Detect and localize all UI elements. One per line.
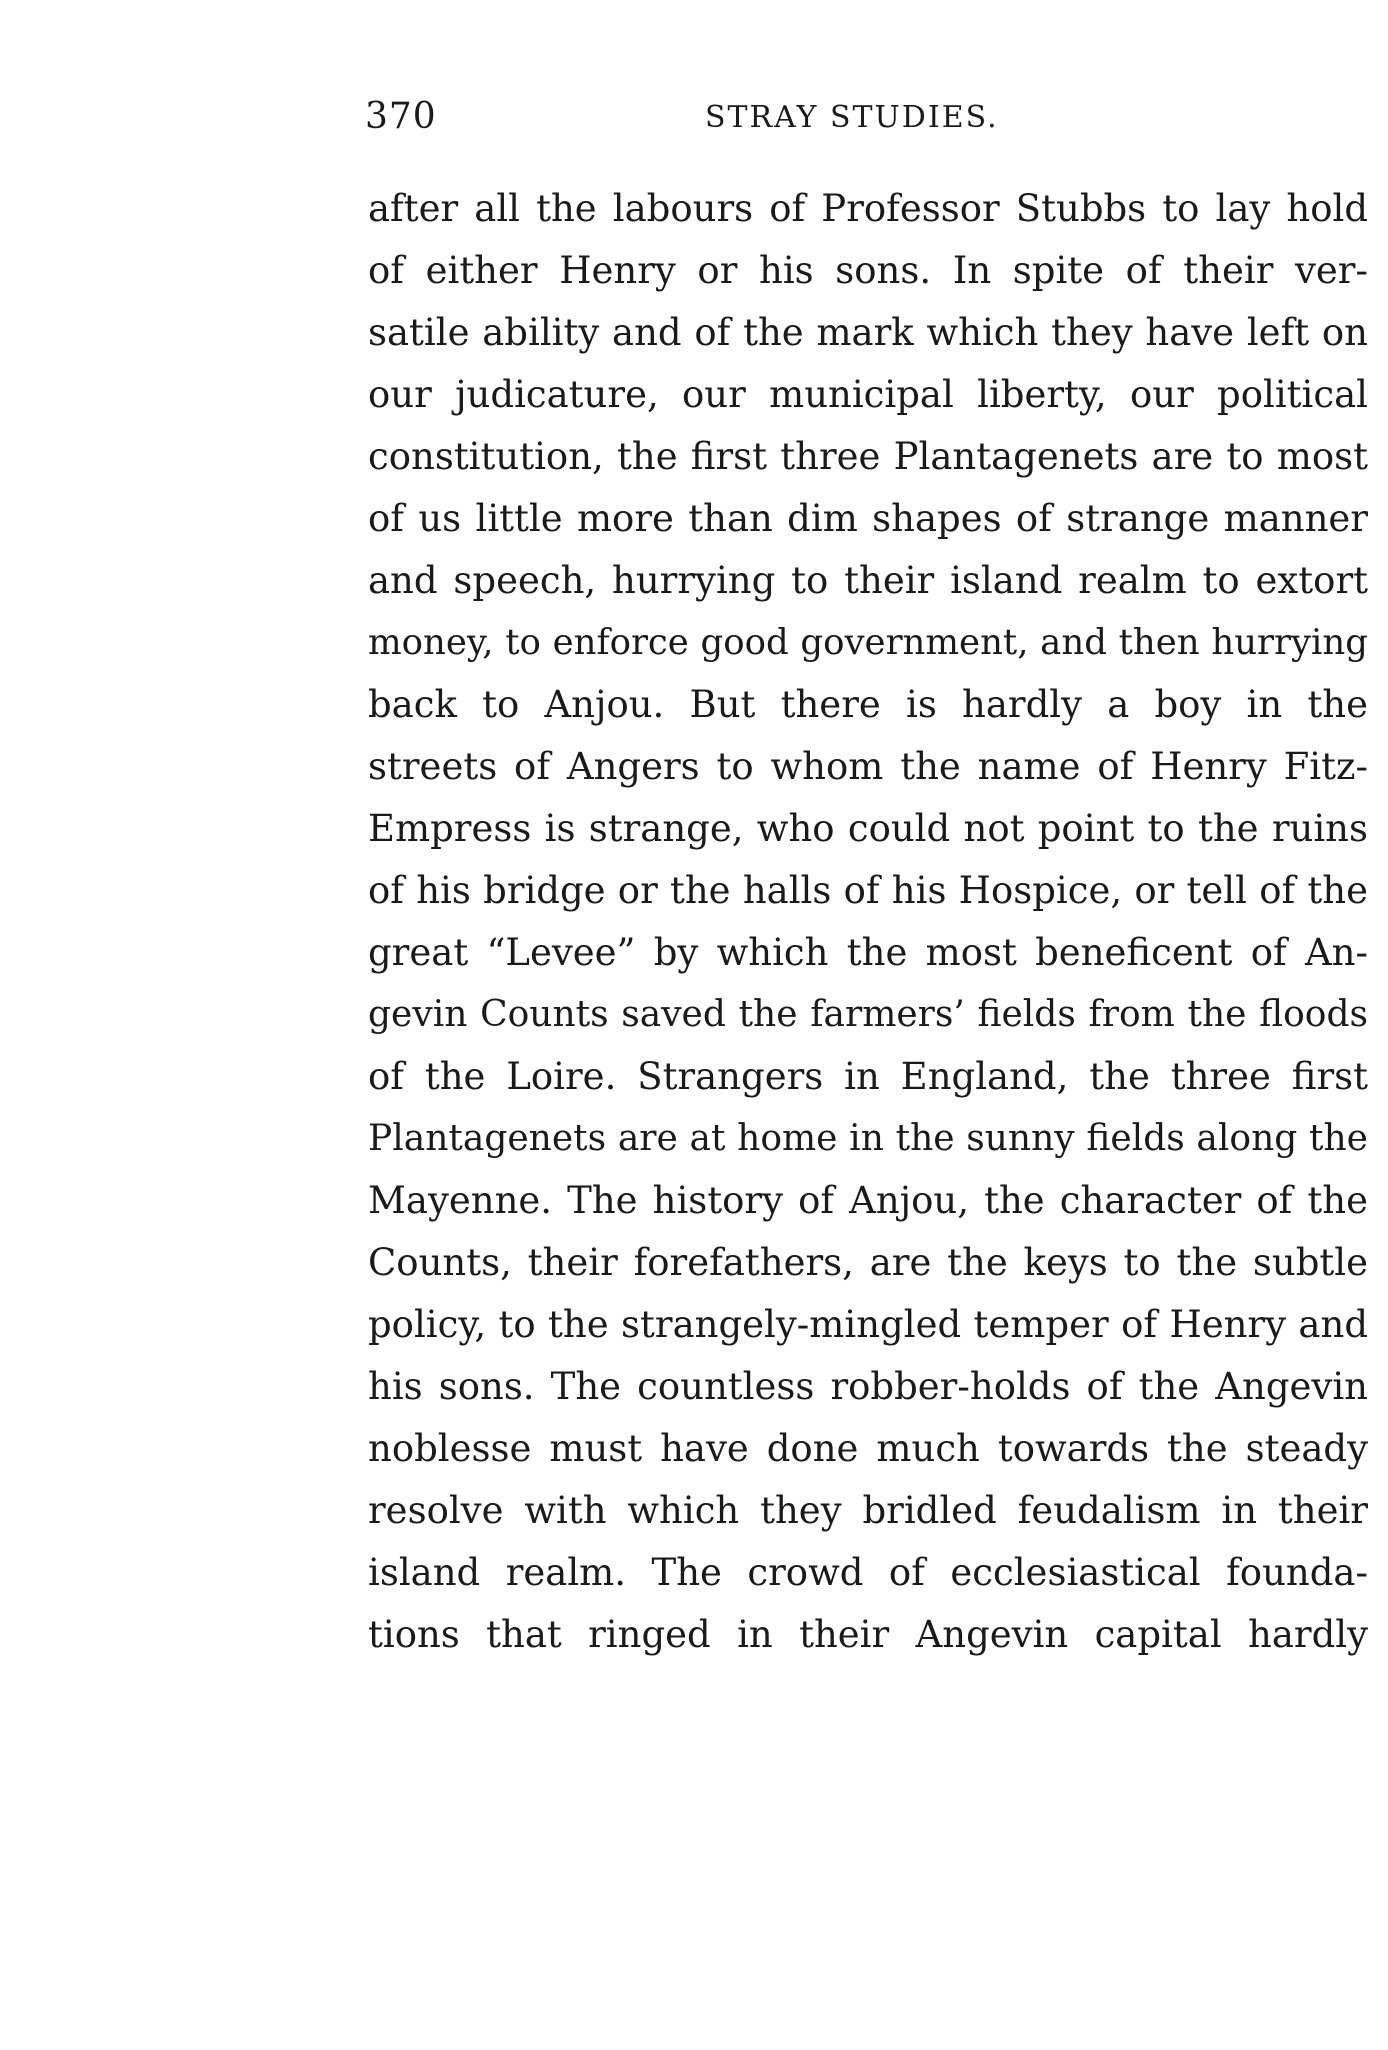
text-line: satile ability and of the mark which they have left on — [368, 311, 1368, 354]
text-line: Plantagenets are at home in the sunny fields along the — [368, 1118, 1368, 1159]
text-line: Empress is strange, who could not point to the ruins — [368, 807, 1368, 850]
text-line: of the Loire. Strangers in England, the three first — [368, 1055, 1368, 1098]
text-line: his sons. The countless robber-holds of the Angevin — [368, 1365, 1368, 1408]
text-line: of either Henry or his sons. In spite of their ver- — [368, 249, 1368, 292]
text-line: Counts, their forefathers, are the keys to the subtle — [368, 1241, 1368, 1284]
body-text — [368, 178, 1368, 1666]
text-line: of his bridge or the halls of his Hospice, or tell of the — [368, 869, 1368, 912]
text-line: noblesse must have done much towards the steady — [368, 1427, 1368, 1470]
text-line: and speech, hurrying to their island realm to extort — [368, 559, 1368, 602]
text-line: Mayenne. The history of Anjou, the character of the — [368, 1179, 1368, 1222]
text-line: constitution, the first three Plantagenets are to most — [368, 435, 1368, 478]
text-line: our judicature, our municipal liberty, our political — [368, 373, 1368, 416]
running-title: STRAY STUDIES. — [705, 100, 999, 135]
text-line: of us little more than dim shapes of strange manner — [368, 497, 1368, 540]
text-line: great “Levee” by which the most beneficent of An- — [368, 931, 1368, 974]
text-line: after all the labours of Professor Stubbs to lay hold — [368, 187, 1368, 230]
text-line: resolve with which they bridled feudalism in their — [368, 1489, 1368, 1532]
text-line: back to Anjou. But there is hardly a boy in the — [368, 683, 1368, 726]
text-line: island realm. The crowd of ecclesiastical founda- — [368, 1551, 1368, 1594]
text-line: policy, to the strangely-mingled temper of Henry and — [368, 1303, 1368, 1346]
text-line: gevin Counts saved the farmers’ fields from the floods — [368, 994, 1368, 1035]
page-number: 370 — [365, 96, 437, 137]
text-line: tions that ringed in their Angevin capital hardly — [368, 1613, 1368, 1656]
running-head — [365, 96, 1295, 156]
text-line: money, to enforce good government, and then hurrying — [368, 622, 1368, 663]
text-line: streets of Angers to whom the name of Henry Fitz- — [368, 745, 1368, 788]
